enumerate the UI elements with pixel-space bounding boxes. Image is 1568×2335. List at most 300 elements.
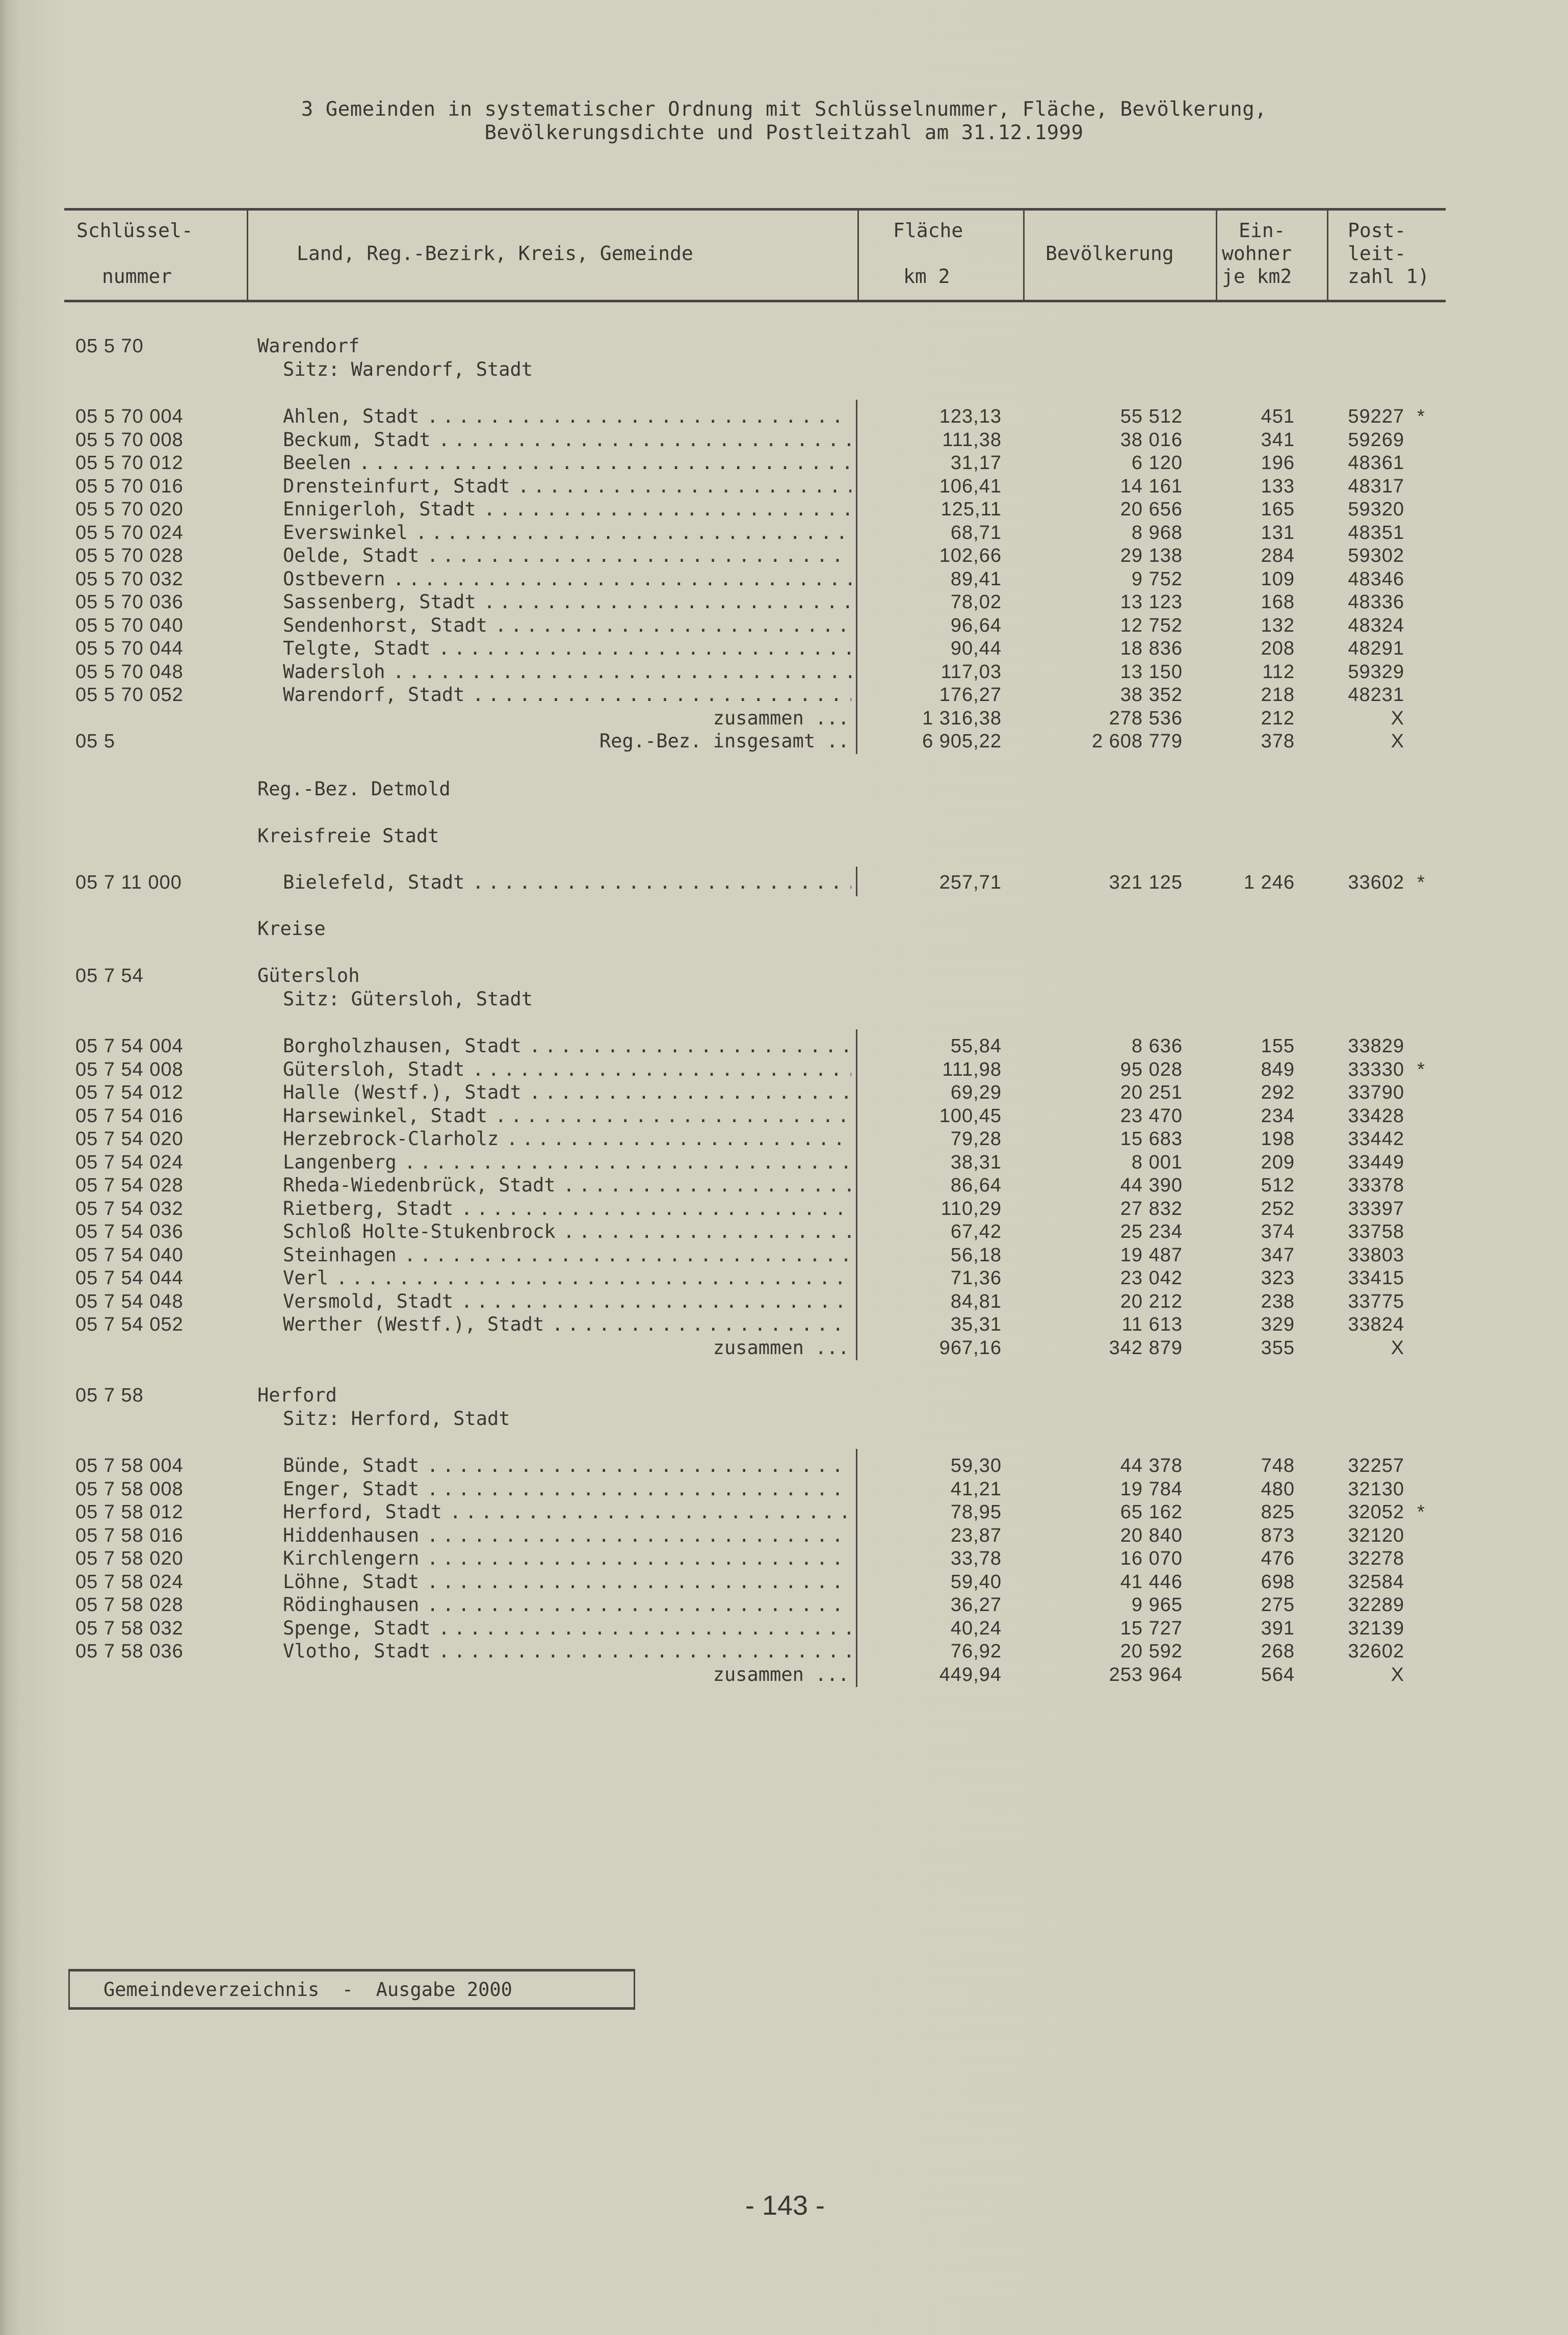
- postcode-value: 59320: [1348, 499, 1404, 520]
- regbez-total-row: [0, 730, 1568, 753]
- municipality-row: [0, 1266, 1568, 1290]
- density-value: 112: [1262, 661, 1295, 683]
- key-number: 05 7 58 008: [75, 1478, 184, 1500]
- municipality-name: Warendorf, Stadt . . .: [283, 683, 851, 707]
- municipality-row: [0, 1081, 1568, 1104]
- population-value: 8 001: [1131, 1151, 1183, 1173]
- key-number: 05 7 54 020: [75, 1128, 184, 1150]
- key-number: 05 7 54 032: [75, 1198, 184, 1220]
- district-heading: [0, 1384, 1568, 1407]
- postcode-value: 32584: [1348, 1571, 1404, 1593]
- key-number: 05 7 54: [75, 965, 144, 987]
- district-name: Herford: [257, 1384, 337, 1406]
- population-value: 9 965: [1131, 1594, 1183, 1616]
- density-value: 284: [1261, 545, 1295, 566]
- density-value: 198: [1261, 1128, 1295, 1150]
- municipality-row: [0, 521, 1568, 544]
- postcode-value: 59329: [1348, 661, 1404, 683]
- header-bottom-rule: [64, 300, 1446, 302]
- municipality-name: Rödinghausen . . .: [283, 1593, 851, 1617]
- density-value: 347: [1261, 1244, 1295, 1266]
- total-label: zusammen ...: [713, 1663, 849, 1685]
- municipality-row: [0, 871, 1568, 894]
- municipality-name: Sendenhorst, Stadt . . .: [283, 614, 851, 637]
- population-value: 25 234: [1120, 1221, 1183, 1242]
- municipality-row: [0, 567, 1568, 591]
- key-number: 05 7 54 036: [75, 1221, 184, 1242]
- municipality-name: Ennigerloh, Stadt . . .: [283, 498, 851, 521]
- key-number: 05 5 70 020: [75, 499, 184, 520]
- table-title: [0, 98, 1568, 145]
- population-value: 38 016: [1120, 429, 1183, 451]
- population-value: 44 378: [1120, 1455, 1183, 1476]
- postcode-value: 48361: [1348, 452, 1404, 474]
- district-seat-label: Sitz: Herford, Stadt: [283, 1408, 510, 1430]
- population-value: 8 636: [1131, 1035, 1183, 1057]
- density-value: 268: [1261, 1641, 1295, 1662]
- population-value: 55 512: [1120, 406, 1183, 427]
- area-value: 78,02: [950, 591, 1002, 613]
- postcode-value: 32289: [1348, 1594, 1404, 1616]
- density-value: 133: [1261, 475, 1295, 497]
- municipality-row: [0, 1593, 1568, 1617]
- column-separator: [856, 729, 857, 754]
- key-number: 05 5: [75, 731, 115, 752]
- area-value: 123,13: [939, 406, 1002, 427]
- postcode-value: 48317: [1348, 475, 1404, 497]
- municipality-name: Spenge, Stadt . . .: [283, 1617, 851, 1640]
- area-value: 41,21: [950, 1478, 1002, 1500]
- density-value: 825: [1261, 1501, 1295, 1523]
- header-area-line1: Fläche: [893, 219, 963, 242]
- header-postcode-line3: zahl 1): [1348, 265, 1430, 288]
- postcode-value: 33330: [1348, 1058, 1404, 1080]
- municipality-name: Steinhagen . . .: [283, 1243, 851, 1267]
- area-value: 106,41: [939, 475, 1002, 497]
- municipality-name: Schloß Holte-Stukenbrock . . .: [283, 1220, 851, 1243]
- municipality-name: Bünde, Stadt . . .: [283, 1454, 851, 1477]
- key-number: 05 5 70 044: [75, 638, 184, 659]
- municipality-row: [0, 614, 1568, 637]
- population-total: 278 536: [1109, 707, 1183, 729]
- header-density-line1: Ein-: [1239, 219, 1286, 242]
- municipality-name: Wadersloh . . .: [283, 660, 851, 684]
- population-total: 2 608 779: [1091, 731, 1183, 752]
- header-density-line2: wohner: [1222, 242, 1292, 265]
- header-divider: [1023, 210, 1025, 301]
- municipality-name: Verl . . .: [283, 1266, 851, 1290]
- area-value: 68,71: [950, 522, 1002, 543]
- area-total: 449,94: [939, 1664, 1002, 1685]
- population-value: 15 683: [1120, 1128, 1183, 1150]
- municipality-row: [0, 1313, 1568, 1336]
- population-value: 13 150: [1120, 661, 1183, 683]
- density-value: 476: [1261, 1548, 1295, 1569]
- population-value: 18 836: [1120, 638, 1183, 659]
- municipality-name: Löhne, Stadt . . .: [283, 1570, 851, 1594]
- key-number: 05 7 58 020: [75, 1548, 184, 1569]
- header-area-line2: km 2: [903, 265, 950, 288]
- density-value: 292: [1261, 1082, 1295, 1103]
- area-value: 79,28: [950, 1128, 1002, 1150]
- publication-box: [68, 1969, 635, 2010]
- area-value: 117,03: [940, 661, 1002, 683]
- postcode-value: 33775: [1348, 1290, 1404, 1312]
- key-number: 05 5 70 016: [75, 475, 184, 497]
- density-value: 329: [1261, 1314, 1295, 1335]
- density-value: 238: [1261, 1290, 1295, 1312]
- postcode-value: 33442: [1348, 1128, 1404, 1150]
- header-divider: [1216, 210, 1217, 301]
- key-number: 05 5 70 008: [75, 429, 184, 451]
- total-label: zusammen ...: [713, 707, 849, 729]
- postcode-value: 33829: [1348, 1035, 1404, 1057]
- postcode-value: 59269: [1348, 429, 1404, 451]
- postcode-value: 33790: [1348, 1082, 1404, 1103]
- publication-label: Gemeindeverzeichnis - Ausgabe 2000: [103, 1979, 512, 2001]
- header-divider: [857, 210, 859, 301]
- area-value: 23,87: [950, 1524, 1002, 1546]
- density-value: 196: [1261, 452, 1295, 474]
- area-value: 110,29: [940, 1198, 1002, 1220]
- regbez-name: Reg.-Bez. Detmold: [257, 778, 451, 800]
- municipality-name: Rheda-Wiedenbrück, Stadt . . .: [283, 1174, 851, 1197]
- kreisfreie-label: Kreisfreie Stadt: [257, 825, 439, 847]
- key-number: 05 7 58 036: [75, 1641, 184, 1662]
- population-total: 253 964: [1109, 1664, 1183, 1685]
- area-value: 69,29: [950, 1082, 1002, 1103]
- district-total-row: [0, 1663, 1568, 1687]
- area-value: 35,31: [950, 1314, 1002, 1335]
- density-value: 132: [1261, 614, 1295, 636]
- key-number: 05 7 54 052: [75, 1314, 184, 1335]
- density-value: 234: [1261, 1105, 1295, 1127]
- area-value: 90,44: [950, 638, 1002, 659]
- municipality-row: [0, 498, 1568, 521]
- population-value: 12 752: [1120, 614, 1183, 636]
- population-value: 15 727: [1120, 1617, 1183, 1639]
- density-total: 212: [1261, 707, 1295, 729]
- area-total: 1 316,38: [922, 707, 1002, 729]
- key-number: 05 5 70: [75, 335, 144, 357]
- density-value: 480: [1261, 1478, 1295, 1500]
- municipality-row: [0, 683, 1568, 707]
- area-value: 76,92: [950, 1641, 1002, 1662]
- area-value: 33,78: [950, 1548, 1002, 1569]
- population-value: 14 161: [1120, 475, 1183, 497]
- postcode-value: 59227: [1348, 406, 1404, 427]
- postcode-value: 48346: [1348, 568, 1404, 590]
- postcode-value: 59302: [1348, 545, 1404, 566]
- municipality-name: Hiddenhausen . . .: [283, 1524, 851, 1547]
- district-seat: [0, 988, 1568, 1011]
- district-heading: [0, 964, 1568, 988]
- key-number: 05 7 54 008: [75, 1058, 184, 1080]
- postcode-value: 48351: [1348, 522, 1404, 543]
- density-value: 512: [1261, 1175, 1295, 1196]
- page-number: - 143 -: [745, 2190, 825, 2221]
- density-value: 391: [1261, 1617, 1295, 1639]
- district-heading: [0, 334, 1568, 358]
- density-value: 1 246: [1243, 872, 1295, 893]
- municipality-name: Bielefeld, Stadt . . .: [283, 871, 851, 894]
- density-value: 275: [1261, 1594, 1295, 1616]
- density-value: 341: [1261, 429, 1295, 451]
- municipality-row: [0, 428, 1568, 452]
- municipality-name: Drensteinfurt, Stadt . . .: [283, 475, 851, 498]
- population-value: 321 125: [1109, 872, 1183, 893]
- population-value: 23 042: [1120, 1267, 1183, 1289]
- district-total-row: [0, 707, 1568, 730]
- header-postcode-line2: leit-: [1348, 242, 1406, 265]
- municipality-name: Kirchlengern . . .: [283, 1547, 851, 1570]
- key-number: 05 7 54 028: [75, 1175, 184, 1196]
- density-value: 209: [1261, 1151, 1295, 1173]
- postcode-total: X: [1391, 707, 1404, 729]
- district-seat-label: Sitz: Warendorf, Stadt: [283, 358, 533, 380]
- municipality-name: Herford, Stadt . . .: [283, 1500, 851, 1524]
- column-separator: [856, 867, 857, 896]
- area-value: 55,84: [950, 1035, 1002, 1057]
- postcode-total: X: [1391, 1664, 1404, 1685]
- density-total: 378: [1261, 731, 1295, 752]
- key-number: 05 7 58 004: [75, 1455, 184, 1476]
- postcode-value: 33824: [1348, 1314, 1404, 1335]
- area-total: 6 905,22: [922, 731, 1002, 752]
- density-value: 168: [1261, 591, 1295, 613]
- municipality-row: [0, 1454, 1568, 1477]
- population-value: 20 212: [1120, 1290, 1183, 1312]
- header-top-rule: [64, 208, 1446, 211]
- key-number: 05 7 58 028: [75, 1594, 184, 1616]
- postcode-value: 33415: [1348, 1267, 1404, 1289]
- population-value: 23 470: [1120, 1105, 1183, 1127]
- municipality-row: [0, 1104, 1568, 1128]
- density-value: 698: [1261, 1571, 1295, 1593]
- density-value: 451: [1261, 406, 1295, 427]
- kreise-label: Kreise: [257, 918, 326, 940]
- kreise-heading: [0, 917, 1568, 941]
- key-number: 05 5 70 012: [75, 452, 184, 474]
- population-value: 8 968: [1131, 522, 1183, 543]
- density-value: 252: [1261, 1198, 1295, 1220]
- header-divider: [247, 210, 248, 301]
- municipality-row: [0, 405, 1568, 428]
- municipality-row: [0, 590, 1568, 614]
- column-separator: [856, 400, 857, 731]
- title-line-2: Bevölkerungsdichte und Postleitzahl am 31.12.1999: [484, 121, 1084, 144]
- municipality-row: [0, 451, 1568, 475]
- municipality-row: [0, 1243, 1568, 1267]
- area-value: 125,11: [940, 499, 1002, 520]
- municipality-row: [0, 1174, 1568, 1197]
- population-value: 16 070: [1120, 1548, 1183, 1569]
- population-value: 20 592: [1120, 1641, 1183, 1662]
- population-value: 27 832: [1120, 1198, 1183, 1220]
- key-number: 05 7 58: [75, 1385, 144, 1406]
- municipality-name: Borgholzhausen, Stadt . . .: [283, 1034, 851, 1058]
- postcode-value: 33378: [1348, 1175, 1404, 1196]
- population-total: 342 879: [1109, 1337, 1183, 1359]
- municipality-row: [0, 660, 1568, 684]
- area-value: 111,98: [942, 1058, 1002, 1080]
- population-value: 44 390: [1120, 1175, 1183, 1196]
- district-seat-mark: *: [1417, 1501, 1425, 1523]
- postcode-value: 33449: [1348, 1151, 1404, 1173]
- key-number: 05 7 11 000: [75, 872, 182, 893]
- postcode-value: 48291: [1348, 638, 1404, 659]
- density-value: 155: [1261, 1035, 1295, 1057]
- postcode-value: 48336: [1348, 591, 1404, 613]
- population-value: 13 123: [1120, 591, 1183, 613]
- district-total-row: [0, 1336, 1568, 1360]
- key-number: 05 5 70 024: [75, 522, 184, 543]
- key-number: 05 5 70 004: [75, 406, 184, 427]
- district-seat: [0, 358, 1568, 381]
- area-value: 176,27: [939, 684, 1002, 706]
- municipality-row: [0, 1524, 1568, 1547]
- population-value: 19 487: [1120, 1244, 1183, 1266]
- municipality-row: [0, 1640, 1568, 1663]
- postcode-value: 33397: [1348, 1198, 1404, 1220]
- density-value: 218: [1261, 684, 1295, 706]
- population-value: 11 613: [1121, 1314, 1183, 1335]
- header-density-line3: je km2: [1222, 265, 1292, 288]
- total-label: Reg.-Bez. insgesamt ..: [599, 730, 849, 752]
- area-value: 84,81: [950, 1290, 1002, 1312]
- column-separator: [856, 1449, 857, 1687]
- postcode-value: 33758: [1348, 1221, 1404, 1242]
- municipality-row: [0, 1570, 1568, 1594]
- key-number: 05 5 70 028: [75, 545, 184, 566]
- population-value: 65 162: [1120, 1501, 1183, 1523]
- area-value: 89,41: [950, 568, 1002, 590]
- municipality-row: [0, 1127, 1568, 1151]
- municipality-row: [0, 1477, 1568, 1501]
- population-value: 38 352: [1120, 684, 1183, 706]
- key-number: 05 7 54 048: [75, 1290, 184, 1312]
- area-value: 257,71: [939, 872, 1002, 893]
- municipality-row: [0, 1290, 1568, 1313]
- header-name: Land, Reg.-Bezirk, Kreis, Gemeinde: [297, 242, 693, 265]
- population-value: 9 752: [1131, 568, 1183, 590]
- key-number: 05 5 70 032: [75, 568, 184, 590]
- key-number: 05 7 54 040: [75, 1244, 184, 1266]
- population-value: 29 138: [1120, 545, 1183, 566]
- area-value: 96,64: [950, 614, 1002, 636]
- population-value: 20 840: [1120, 1524, 1183, 1546]
- municipality-row: [0, 544, 1568, 567]
- density-value: 109: [1261, 568, 1295, 590]
- municipality-name: Oelde, Stadt . . .: [283, 544, 851, 567]
- header-population: Bevölkerung: [1046, 242, 1174, 265]
- postcode-value: 33602: [1348, 872, 1404, 893]
- key-number: 05 7 54 024: [75, 1151, 184, 1173]
- municipality-name: Harsewinkel, Stadt . . .: [283, 1104, 851, 1128]
- postcode-value: 32052: [1348, 1501, 1404, 1523]
- area-value: 59,40: [950, 1571, 1002, 1593]
- density-value: 849: [1261, 1058, 1295, 1080]
- municipality-row: [0, 475, 1568, 498]
- kreisfreie-heading: [0, 824, 1568, 848]
- title-line-1: 3 Gemeinden in systematischer Ordnung mit Schlüsselnummer, Fläche, Bevölkerung,: [301, 98, 1267, 121]
- area-value: 67,42: [950, 1221, 1002, 1242]
- district-seat-mark: *: [1417, 1058, 1425, 1080]
- municipality-row: [0, 1151, 1568, 1174]
- postcode-value: 32120: [1348, 1524, 1404, 1546]
- municipality-name: Telgte, Stadt . . .: [283, 637, 851, 660]
- key-number: 05 7 54 004: [75, 1035, 184, 1057]
- density-value: 208: [1261, 638, 1295, 659]
- header-divider: [1327, 210, 1328, 301]
- municipality-name: Ostbevern . . .: [283, 567, 851, 591]
- area-value: 111,38: [942, 429, 1002, 451]
- district-name: Gütersloh: [257, 965, 360, 987]
- key-number: 05 7 54 012: [75, 1082, 184, 1103]
- header-postcode-line1: Post-: [1348, 219, 1406, 242]
- density-total: 564: [1261, 1664, 1295, 1685]
- municipality-name: Herzebrock-Clarholz . . .: [283, 1127, 851, 1151]
- key-number: 05 7 58 032: [75, 1617, 184, 1639]
- key-number: 05 5 70 040: [75, 614, 184, 636]
- key-number: 05 5 70 052: [75, 684, 184, 706]
- density-value: 165: [1261, 499, 1295, 520]
- postcode-value: 32602: [1348, 1641, 1404, 1662]
- density-value: 374: [1261, 1221, 1295, 1242]
- population-value: 41 446: [1120, 1571, 1183, 1593]
- population-value: 20 656: [1120, 499, 1183, 520]
- municipality-name: Beelen . . .: [283, 451, 851, 475]
- area-total: 967,16: [939, 1337, 1002, 1359]
- municipality-row: [0, 1617, 1568, 1640]
- municipality-row: [0, 1197, 1568, 1221]
- postcode-total: X: [1391, 731, 1404, 752]
- key-number: 05 5 70 048: [75, 661, 184, 683]
- density-value: 748: [1261, 1455, 1295, 1476]
- area-value: 100,45: [939, 1105, 1002, 1127]
- density-total: 355: [1261, 1337, 1295, 1359]
- municipality-name: Everswinkel . . .: [283, 521, 851, 544]
- postcode-value: 32139: [1348, 1617, 1404, 1639]
- postcode-total: X: [1391, 1337, 1404, 1359]
- header-key-line1: Schlüssel-: [76, 219, 193, 242]
- municipality-row: [0, 1500, 1568, 1524]
- municipality-name: Versmold, Stadt . . .: [283, 1290, 851, 1313]
- key-number: 05 7 58 012: [75, 1501, 184, 1523]
- postcode-value: 32130: [1348, 1478, 1404, 1500]
- density-value: 873: [1261, 1524, 1295, 1546]
- key-number: 05 7 54 044: [75, 1267, 184, 1289]
- key-number: 05 5 70 036: [75, 591, 184, 613]
- area-value: 38,31: [950, 1151, 1002, 1173]
- postcode-value: 48324: [1348, 614, 1404, 636]
- key-number: 05 7 58 024: [75, 1571, 184, 1593]
- area-value: 56,18: [950, 1244, 1002, 1266]
- municipality-row: [0, 1220, 1568, 1243]
- municipality-name: Vlotho, Stadt . . .: [283, 1640, 851, 1663]
- area-value: 86,64: [950, 1175, 1002, 1196]
- district-name: Warendorf: [257, 335, 360, 357]
- municipality-name: Rietberg, Stadt . . .: [283, 1197, 851, 1221]
- total-label: zusammen ...: [713, 1336, 849, 1359]
- area-value: 31,17: [950, 452, 1002, 474]
- municipality-row: [0, 1034, 1568, 1058]
- population-value: 6 120: [1131, 452, 1183, 474]
- area-value: 59,30: [950, 1455, 1002, 1476]
- header-key-line2: nummer: [102, 265, 172, 288]
- postcode-value: 32257: [1348, 1455, 1404, 1476]
- municipality-name: Ahlen, Stadt . . .: [283, 405, 851, 428]
